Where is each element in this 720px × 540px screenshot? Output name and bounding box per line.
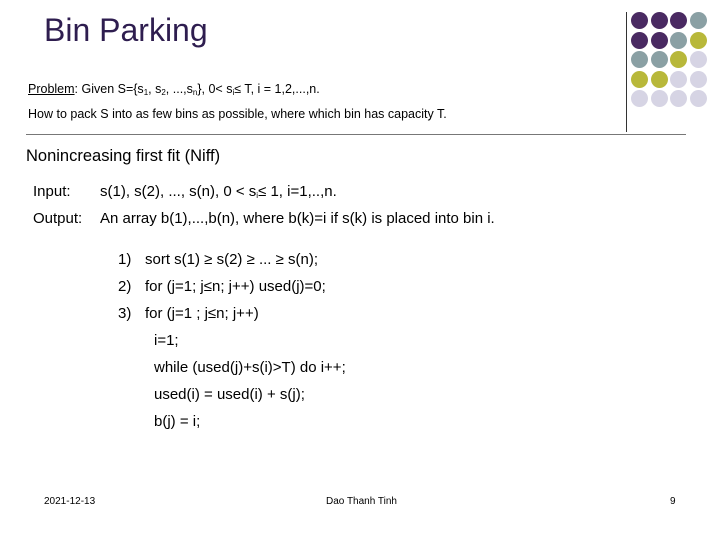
section-heading: Nonincreasing first fit (Niff) [26,147,221,165]
io-spec [33,180,495,230]
subscript: i [232,88,235,97]
decorative-dot [690,51,707,68]
decorative-dot [631,32,648,49]
algorithm-body-line: while (used(j)+s(i)>T) do i++; [154,359,346,376]
algorithm-listing [118,246,346,435]
decorative-dot [690,32,707,49]
decorative-dot [690,12,707,29]
input-text: s(1), s(2), ..., s(n), 0 < s [100,183,257,200]
decorative-dot [631,12,648,29]
algorithm-body-line: b(j) = i; [154,413,201,430]
subscript: 2 [161,88,166,97]
step-text: for (j=1 ; j≤n; j++) [145,305,259,322]
problem-text: : Given S={s [74,82,144,96]
output-label: Output: [33,210,83,227]
decorative-dot [631,51,648,68]
subscript: 1 [143,88,149,97]
problem-text: , s [148,82,162,96]
step-number: 1) [118,251,132,268]
algorithm-body-line: used(i) = used(i) + s(j); [154,386,305,403]
algorithm-step [118,246,346,273]
decorative-divider [626,12,627,132]
input-text: ≤ 1, i=1,..,n. [258,183,337,200]
problem-text: , ...,s [165,82,193,96]
step-text: sort s(1) ≥ s(2) ≥ ... ≥ s(n); [145,251,319,268]
problem-text: }, 0< s [197,82,233,96]
decorative-dot [670,12,687,29]
decorative-dot [690,90,707,107]
decorative-dot [670,90,687,107]
decorative-dot [651,32,668,49]
output-line [33,207,495,230]
output-text: An array b(1),...,b(n), where b(k)=i if s(k) is placed into bin i. [100,210,495,227]
decorative-dot [651,12,668,29]
decorative-dot [651,71,668,88]
question-text: How to pack S into as few bins as possible, where which bin has capacity T. [28,107,447,121]
decorative-dot [670,32,687,49]
algorithm-body-line: i=1; [154,332,179,349]
input-line [33,180,495,207]
decorative-dot [670,51,687,68]
decorative-dot [651,51,668,68]
decorative-dot [690,71,707,88]
step-number: 3) [118,305,132,322]
decorative-dot [670,71,687,88]
footer-date: 2021-12-13 [44,496,96,507]
problem-label: Problem [28,82,75,96]
algorithm-step [118,273,346,300]
decorative-dot [651,90,668,107]
subscript: n [192,88,198,97]
problem-statement [28,82,320,97]
subscript: i [256,191,259,200]
problem-text: ≤ T, i = 1,2,...,n. [234,82,320,96]
algorithm-step [118,300,346,327]
horizontal-rule [26,134,686,135]
slide-title: Bin Parking [44,12,208,48]
decorative-dot [631,90,648,107]
step-number: 2) [118,278,132,295]
decorative-dot [631,71,648,88]
input-label: Input: [33,183,71,200]
step-text: for (j=1; j≤n; j++) used(j)=0; [145,278,326,295]
page-number: 9 [670,496,676,507]
footer-author: Dao Thanh Tinh [326,496,397,507]
